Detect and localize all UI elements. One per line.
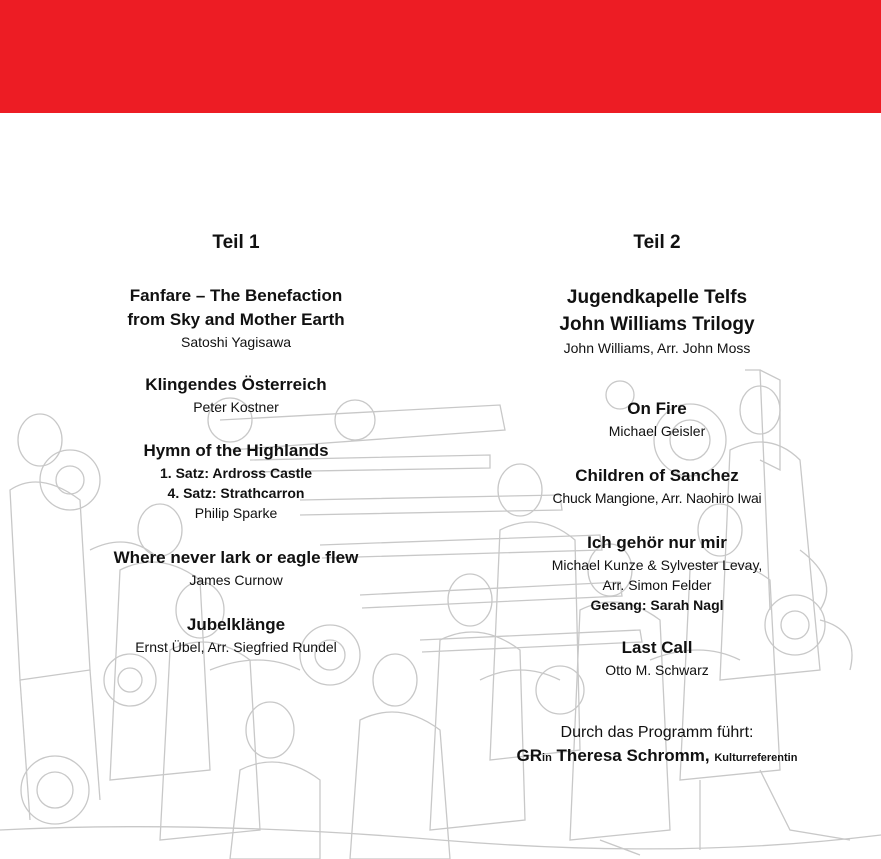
piece-title-line: Fanfare – The Benefaction [129, 286, 343, 305]
piece-title-line: from Sky and Mother Earth [127, 310, 345, 329]
piece-title: Where never lark or eagle flew [113, 548, 359, 567]
host-name: Theresa Schromm, [556, 746, 710, 765]
piece-title: Last Call [621, 638, 693, 657]
host-name-line [516, 744, 798, 770]
piece-composer: James Curnow [189, 572, 283, 588]
piece-movement: 4. Satz: Strathcarron [167, 485, 305, 501]
piece-title: Jubelklänge [186, 615, 286, 634]
part-2-column [516, 228, 798, 770]
piece-composer: Otto M. Schwarz [605, 662, 709, 678]
piece-title: Ich gehör nur mir [587, 533, 727, 552]
piece-title: On Fire [627, 399, 687, 418]
piece-composer: Ernst Übel, Arr. Siegfried Rundel [135, 639, 337, 655]
host-title-prefix: GR [516, 746, 543, 765]
piece-movement: 1. Satz: Ardross Castle [160, 465, 312, 481]
piece-hymn-of-the-highlands [96, 439, 376, 523]
piece-composer: Philip Sparke [194, 505, 278, 521]
piece-title: Hymn of the Highlands [143, 441, 329, 460]
piece-title-line: John Williams Trilogy [559, 314, 755, 335]
piece-composer: Satoshi Yagisawa [181, 334, 291, 350]
piece-composer: Michael Geisler [608, 423, 706, 439]
piece-ich-gehoer-nur-mir [516, 531, 798, 615]
part-1-heading: Teil 1 [212, 232, 260, 253]
piece-klingendes-oesterreich [96, 373, 376, 417]
piece-composer-line: Arr. Simon Felder [602, 577, 712, 593]
piece-children-of-sanchez [516, 464, 798, 508]
piece-title: Children of Sanchez [575, 466, 739, 485]
piece-vocals: Gesang: Sarah Nagl [590, 597, 724, 613]
piece-john-williams-trilogy [516, 284, 798, 358]
piece-composer: Peter Kostner [193, 399, 279, 415]
host-role: Kulturreferentin [714, 752, 798, 764]
piece-composer: Chuck Mangione, Arr. Naohiro Iwai [552, 490, 762, 506]
piece-composer: John Williams, Arr. John Moss [563, 340, 751, 356]
red-header-banner [0, 0, 881, 113]
piece-composer-line: Michael Kunze & Sylvester Levay, [551, 557, 763, 573]
piece-title-line: Jugendkapelle Telfs [566, 287, 748, 308]
piece-last-call [516, 636, 798, 680]
piece-title: Klingendes Österreich [145, 375, 327, 394]
part-1-column [96, 228, 376, 657]
piece-fanfare [96, 284, 376, 352]
part-2-heading: Teil 2 [633, 232, 681, 253]
host-title-suffix: in [542, 752, 552, 764]
host-credit [516, 722, 798, 770]
host-intro: Durch das Programm führt: [560, 724, 754, 741]
piece-where-never-lark [96, 546, 376, 590]
piece-on-fire [516, 397, 798, 441]
piece-jubelklaenge [96, 613, 376, 657]
